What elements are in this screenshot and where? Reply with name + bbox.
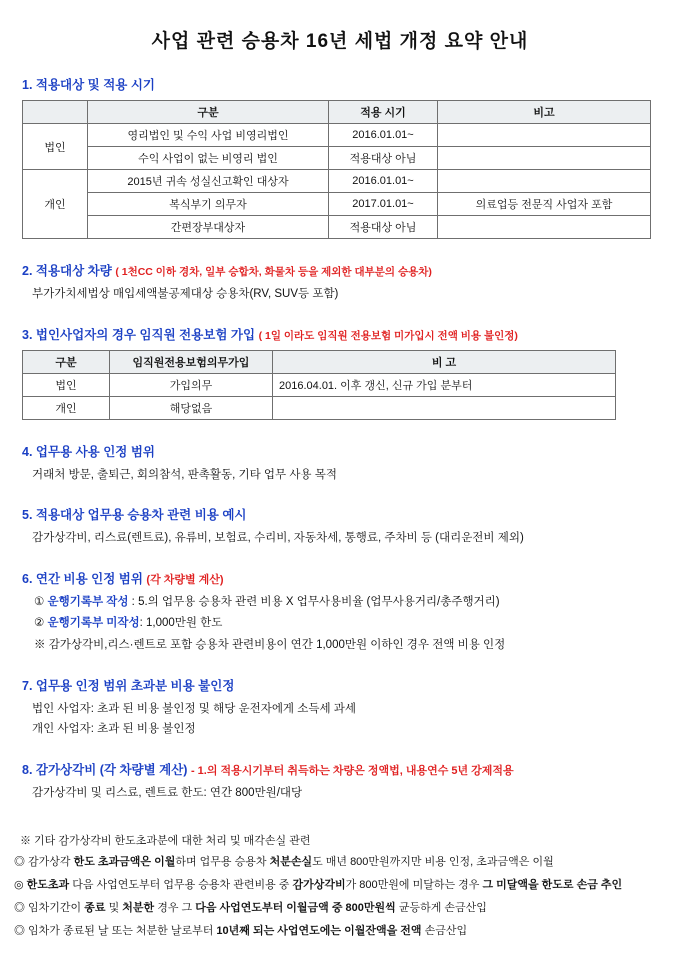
section-2-heading (22, 261, 664, 279)
note-seg: 그 미달액을 한도로 손금 추인 (482, 878, 623, 891)
item-label: 운행기록부 미작성 (47, 617, 140, 630)
cell-note (273, 396, 616, 419)
table-header-row (23, 350, 616, 373)
col-header-note: 비고 (438, 101, 651, 124)
footer-note-2 (14, 878, 680, 894)
footer-note-1 (14, 855, 680, 871)
section-7-line-2: 개인 사업자: 초과 된 비용 불인정 (32, 723, 196, 736)
cell-group: 개인 (23, 396, 110, 419)
section-7-line-1: 법인 사업자: 초과 된 비용 불인정 및 해당 운전자에게 소득세 과세 (32, 702, 356, 715)
note-seg: 도 매년 800만원까지만 비용 인정, 초과금액은 이월 (312, 855, 554, 868)
section-7-heading: 7. 업무용 인정 범위 초과분 비용 불인정 (22, 678, 235, 693)
note-seg: ◎ 임차기간이 (14, 901, 85, 914)
section-5 (22, 505, 664, 547)
table-row (23, 124, 651, 147)
note-seg: 균등하게 손금산입 (398, 901, 487, 914)
footer-heading: ※ 기타 감가상각비 한도초과분에 대한 처리 및 매각손실 관련 (20, 834, 311, 847)
note-seg: 처분손실 (269, 855, 313, 868)
section-3-heading-main: 3. 법인사업자의 경우 임직원 전용보험 가입 (22, 327, 256, 342)
cell-item: 가입의무 (110, 373, 273, 396)
item-marker: ② (34, 617, 45, 630)
section-4 (22, 442, 664, 484)
section-4-heading: 4. 업무용 사용 인정 범위 (22, 444, 155, 459)
note-seg: 손금산입 (424, 924, 468, 937)
section-3 (22, 325, 664, 343)
section-6-note: ※ 감가상각비,리스·렌트로 포함 승용차 관련비용이 연간 1,000만원 이하인 경우 전액 비용 인정 (34, 638, 506, 651)
cell-item: 2015년 귀속 성실신고확인 대상자 (88, 170, 329, 193)
footer-note-4 (14, 924, 680, 940)
footer-note-3 (14, 901, 680, 917)
table-row (23, 193, 651, 216)
note-seg: 다음 사업연도부터 업무용 승용차 관련비용 중 (72, 878, 293, 891)
section-2-line-1: 부가가치세법상 매입세액불공제대상 승용차(RV, SUV등 포함) (32, 288, 339, 300)
section-8-heading (22, 760, 664, 778)
section-6-heading (22, 569, 664, 587)
item-label: 운행기록부 작성 (47, 596, 129, 609)
note-seg: 경우 그 (157, 901, 196, 914)
cell-group: 법인 (23, 124, 88, 170)
cell-time: 2017.01.01~ (329, 193, 438, 216)
section-4-line-1: 거래처 방문, 출퇴근, 회의참석, 판촉활동, 기타 업무 사용 목적 (32, 468, 337, 481)
table-row (23, 396, 616, 419)
table-row (23, 170, 651, 193)
item-text: : 5.의 업무용 승용차 관련 비용 X 업무사용비율 (업무사용거리/총주행거리) (128, 596, 500, 609)
col-header-time: 적용 시기 (329, 101, 438, 124)
cell-group: 개인 (23, 170, 88, 239)
section-8-heading-sub: - 1.의 적용시기부터 취득하는 차량은 정액법, 내용연수 5년 강제적용 (190, 765, 514, 778)
cell-item: 영리법인 및 수익 사업 비영리법인 (88, 124, 329, 147)
note-seg: 처분한 (122, 901, 158, 914)
table-row (23, 373, 616, 396)
section-2-heading-sub: ( 1천CC 이하 경차, 일부 승합차, 화물차 등을 제외한 대부분의 승용차) (115, 266, 432, 278)
note-seg: 10년째 되는 사업연도에는 이월잔액을 전액 (216, 924, 425, 937)
note-seg: ◎ 임차가 종료된 날 또는 처분한 날로부터 (14, 924, 217, 937)
note-seg: 하며 업무용 승용차 (175, 855, 270, 868)
cell-item: 해당없음 (110, 396, 273, 419)
note-seg: ◎ (14, 878, 27, 891)
section-8-line-1: 감가상각비 및 리스료, 렌트료 한도: 연간 800만원/대당 (32, 787, 303, 800)
note-seg: 감가상각비 (292, 878, 346, 891)
col-header-group (23, 101, 88, 124)
cell-time: 2016.01.01~ (329, 124, 438, 147)
note-seg: 다음 사업연도부터 이월금액 중 800만원씩 (195, 901, 399, 914)
section-3-heading (22, 325, 664, 343)
cell-time: 2016.01.01~ (329, 170, 438, 193)
item-text: : 1,000만원 한도 (139, 617, 223, 630)
cell-item: 수익 사업이 없는 비영리 법인 (88, 147, 329, 170)
cell-group: 법인 (23, 373, 110, 396)
note-seg: 한도 초과금액은 이월 (73, 855, 176, 868)
list-item (34, 615, 664, 632)
page-title: 사업 관련 승용차 16년 세법 개정 요약 안내 (151, 31, 529, 52)
section-7 (22, 676, 664, 738)
section-5-line-1: 감가상각비, 리스료(렌트료), 유류비, 보험료, 수리비, 자동차세, 통행료, 주차비 등 (대리운전비 제외) (32, 532, 524, 545)
section-6-heading-main: 6. 연간 비용 인정 범위 (22, 572, 143, 587)
section-6-heading-sub: (각 차량별 계산) (146, 574, 224, 587)
cell-note (438, 124, 651, 147)
note-seg: 한도초과 (26, 878, 73, 891)
note-seg: 종료 (84, 901, 109, 914)
table-application-scope (22, 100, 651, 239)
cell-note (438, 147, 651, 170)
table-row (23, 147, 651, 170)
col-header-insurance: 임직원전용보험의무가입 (110, 350, 273, 373)
cell-item: 간편장부대상자 (88, 216, 329, 239)
table-employee-insurance (22, 350, 616, 420)
section-8 (22, 760, 664, 802)
col-header-division: 구분 (88, 101, 329, 124)
col-header-division: 구분 (23, 350, 110, 373)
section-1-heading: 1. 적용대상 및 적용 시기 (22, 78, 155, 92)
section-6 (22, 569, 664, 654)
item-marker: ① (34, 596, 45, 609)
cell-note: 의료업등 전문직 사업자 포함 (438, 193, 651, 216)
section-5-heading: 5. 적용대상 업무용 승용차 관련 비용 예시 (22, 508, 247, 523)
section-8-heading-main: 8. 감가상각비 (각 차량별 계산) (22, 763, 188, 778)
col-header-note: 비 고 (273, 350, 616, 373)
cell-time: 적용대상 아님 (329, 147, 438, 170)
note-seg: 가 800만원에 미달하는 경우 (345, 878, 483, 891)
cell-time: 적용대상 아님 (329, 216, 438, 239)
section-1 (22, 75, 664, 93)
section-3-heading-sub: ( 1일 이라도 임직원 전용보험 미가입시 전액 비용 불인정) (258, 329, 518, 342)
list-item (34, 594, 664, 611)
note-seg: 및 (108, 901, 123, 914)
cell-item: 복식부기 의무자 (88, 193, 329, 216)
table-row (23, 216, 651, 239)
section-2-heading-main: 2. 적용대상 차량 (22, 264, 112, 278)
cell-note (438, 216, 651, 239)
section-6-items (34, 594, 664, 654)
document-page (0, 26, 680, 977)
cell-note: 2016.04.01. 이후 갱신, 신규 가입 분부터 (273, 373, 616, 396)
table-header-row (23, 101, 651, 124)
note-seg: ◎ 감가상각 (14, 855, 74, 868)
cell-note (438, 170, 651, 193)
section-2 (22, 261, 664, 303)
